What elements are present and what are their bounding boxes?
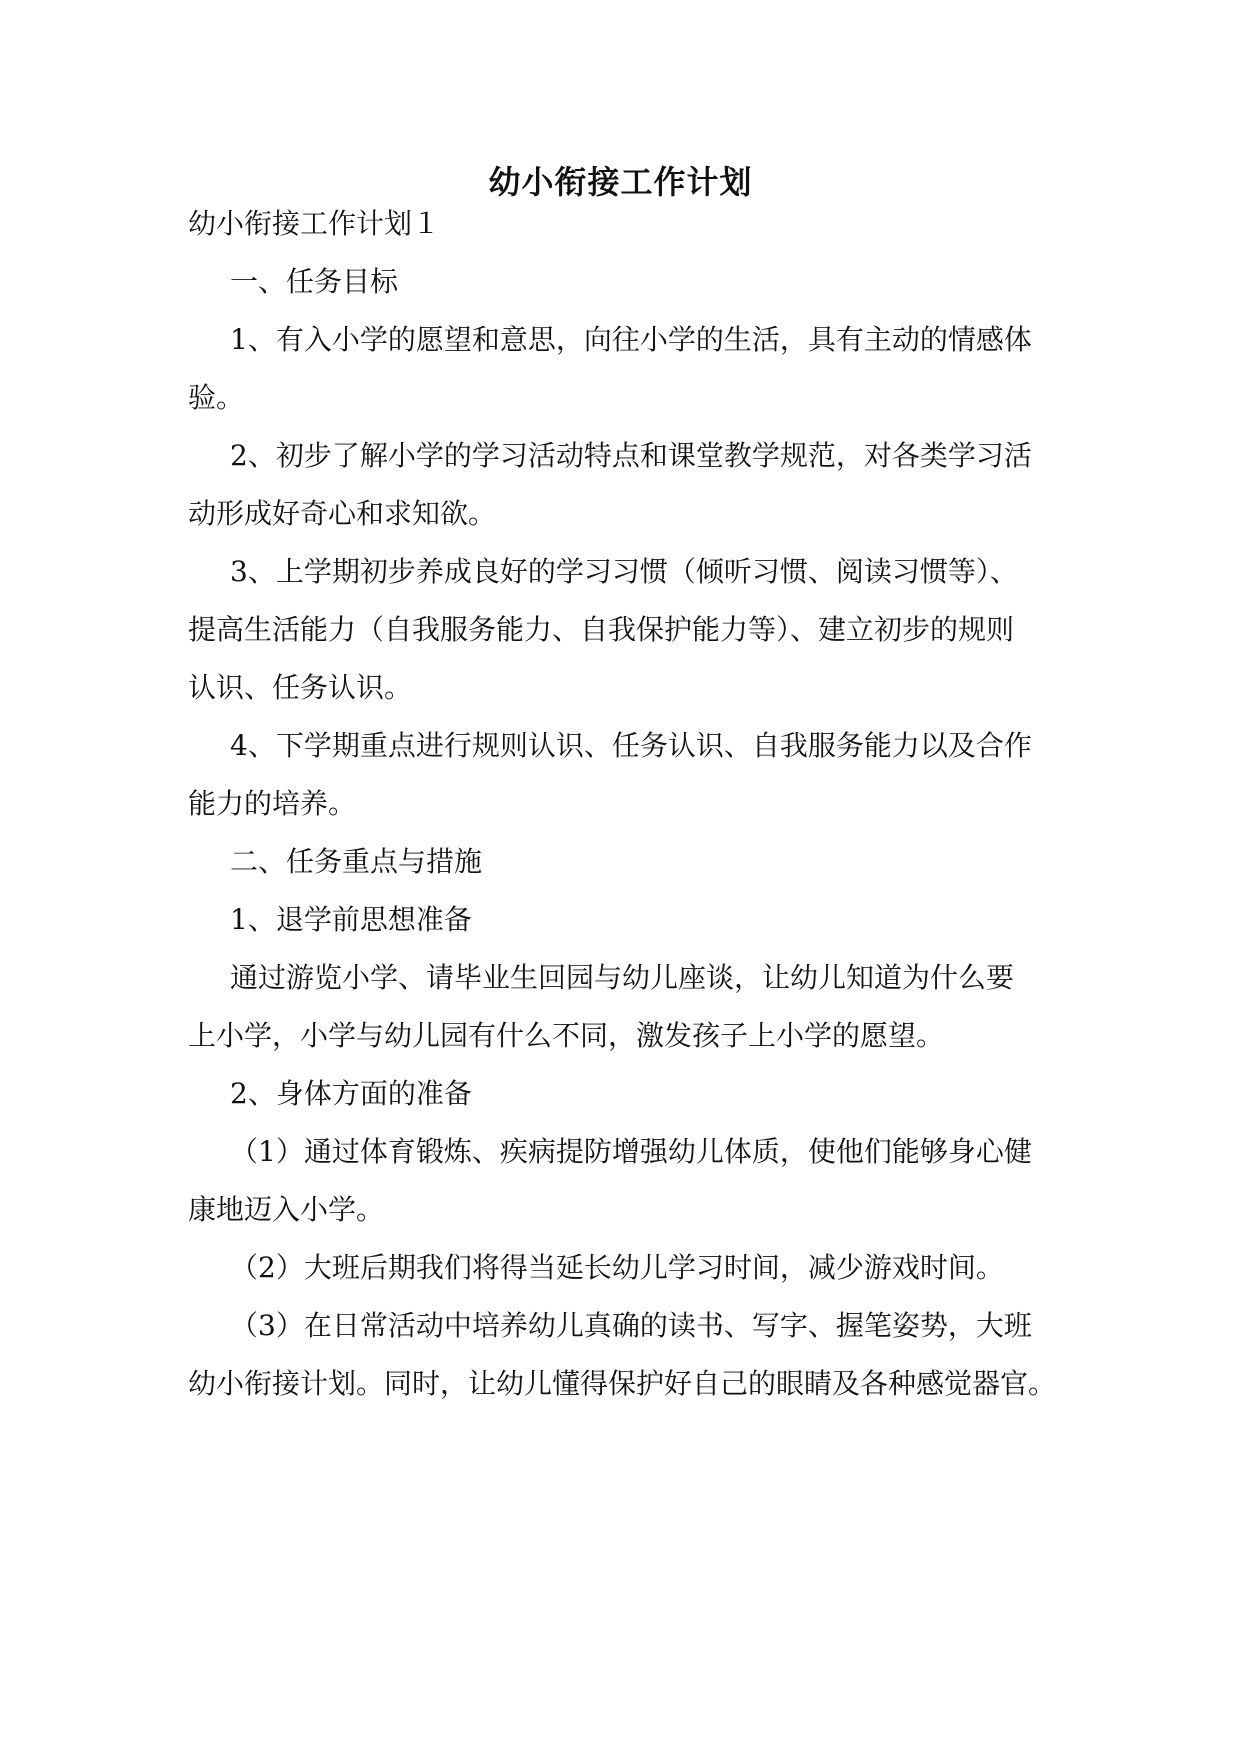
paragraph-line: 4、下学期重点进行规则认识、任务认识、自我服务能力以及合作	[230, 729, 1032, 762]
paragraph-line: 验。	[188, 381, 245, 414]
section-heading: 幼小衔接工作计划１	[188, 207, 441, 240]
paragraph-line: 能力的培养。	[188, 787, 357, 820]
paragraph-line: 认识、任务认识。	[188, 671, 413, 704]
paragraph-line: 幼小衔接计划。同时，让幼儿懂得保护好自己的眼睛及各种感觉器官。	[188, 1367, 1057, 1400]
document-title: 幼小衔接工作计划	[488, 163, 753, 201]
paragraph-line: （1）通过体育锻炼、疾病提防增强幼儿体质，使他们能够身心健	[230, 1135, 1032, 1168]
paragraph-line: 2、身体方面的准备	[230, 1077, 472, 1110]
paragraph-line: （3）在日常活动中培养幼儿真确的读书、写字、握笔姿势，大班	[230, 1309, 1032, 1342]
paragraph-line: 通过游览小学、请毕业生回园与幼儿座谈，让幼儿知道为什么要	[230, 961, 1015, 994]
paragraph-line: 2、初步了解小学的学习活动特点和课堂教学规范，对各类学习活	[230, 439, 1032, 472]
paragraph-line: 上小学，小学与幼儿园有什么不同，激发孩子上小学的愿望。	[188, 1019, 945, 1052]
paragraph-line: 一、任务目标	[230, 265, 399, 298]
paragraph-line: （2）大班后期我们将得当延长幼儿学习时间，减少游戏时间。	[230, 1251, 1004, 1284]
paragraph-line: 3、上学期初步养成良好的学习习惯（倾听习惯、阅读习惯等）、	[230, 555, 1018, 588]
paragraph-line: 1、退学前思想准备	[230, 903, 472, 936]
paragraph-line: 康地迈入小学。	[188, 1193, 385, 1226]
paragraph-line: 二、任务重点与措施	[230, 845, 483, 878]
paragraph-line: 动形成好奇心和求知欲。	[188, 497, 497, 530]
paragraph-line: 1、有入小学的愿望和意思，向往小学的生活，具有主动的情感体	[230, 323, 1032, 356]
paragraph-line: 提高生活能力（自我服务能力、自我保护能力等）、建立初步的规则	[188, 613, 1015, 646]
